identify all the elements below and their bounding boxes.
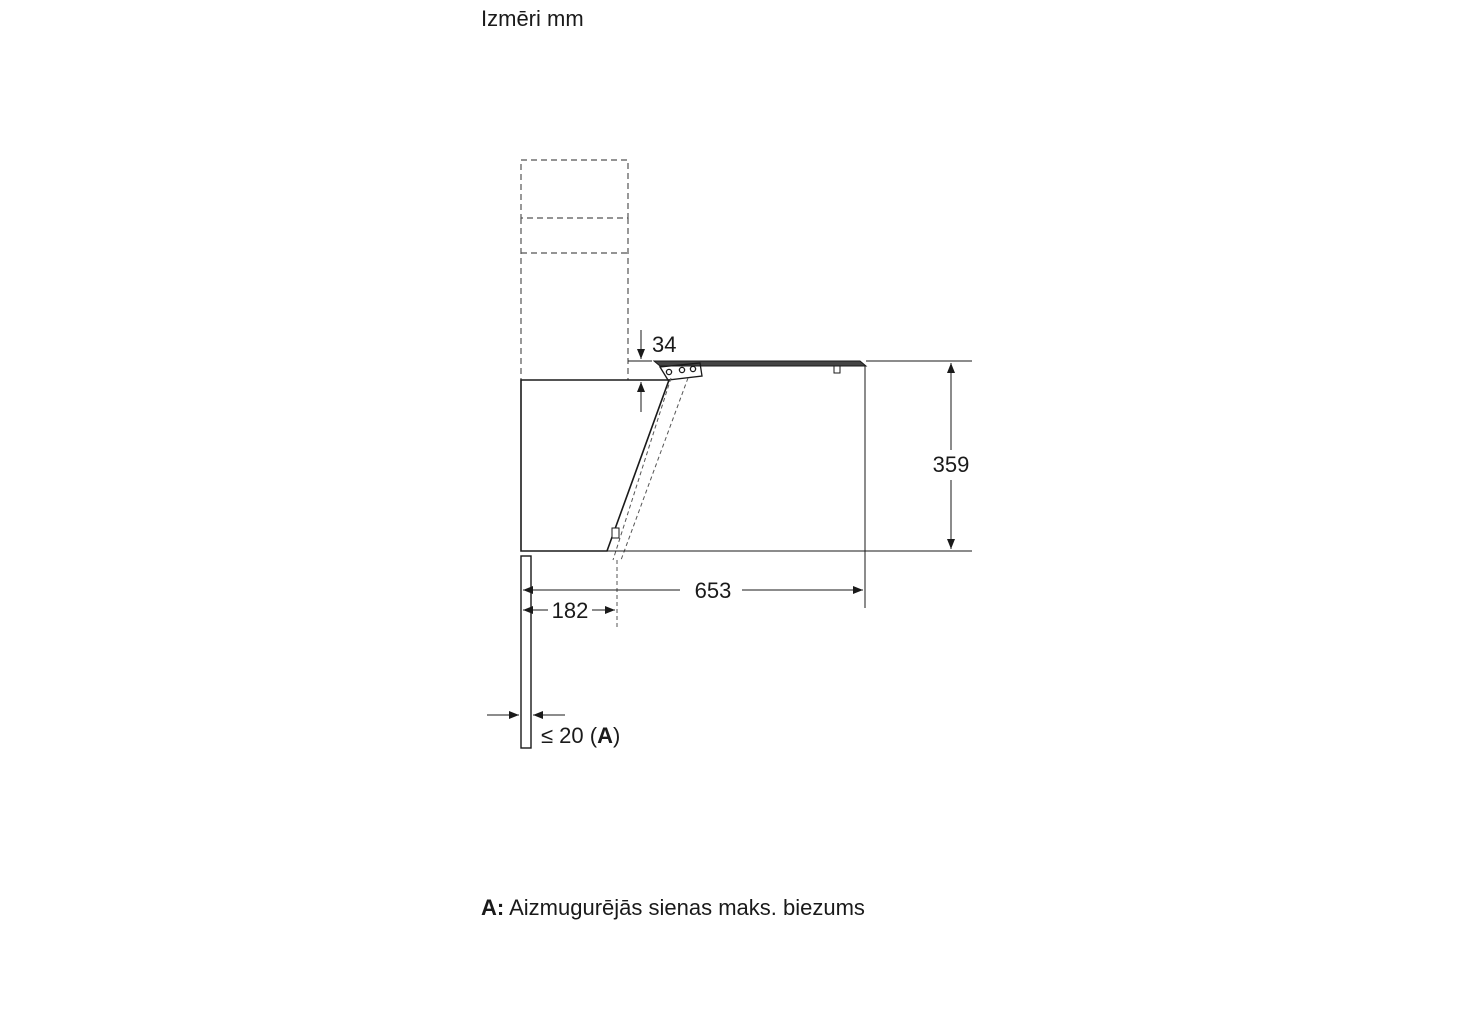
- glass-canopy: [654, 361, 866, 366]
- dim-182-label: 182: [551, 598, 589, 623]
- legend-key: A:: [481, 895, 505, 920]
- dim-34-label: 34: [652, 332, 677, 357]
- arm-end-detail: [612, 528, 619, 538]
- back-wall: [521, 556, 531, 748]
- hood-body: [521, 380, 669, 551]
- dim-359-label: 359: [932, 452, 970, 477]
- page-title: Izmēri mm: [481, 6, 584, 31]
- chimney-dashed-outline: [521, 160, 628, 380]
- canopy-stop: [834, 366, 840, 373]
- legend-note: [481, 895, 865, 921]
- legend-text: Aizmugurējās sienas maks. biezums: [504, 895, 865, 920]
- dim-wall-label: ≤ 20 (A): [541, 723, 621, 748]
- dim-653-label: 653: [694, 578, 732, 603]
